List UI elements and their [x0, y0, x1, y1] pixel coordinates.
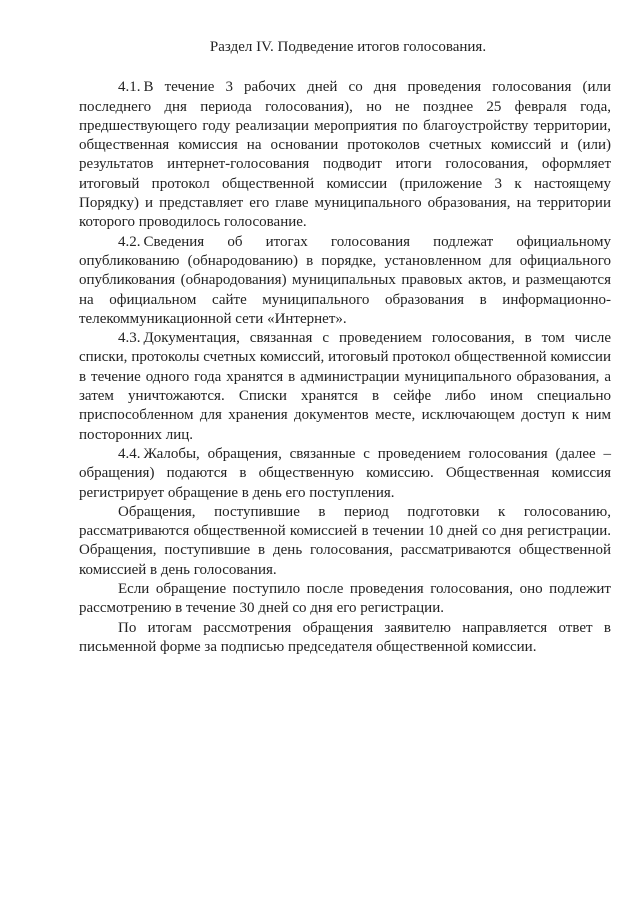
paragraph-text: Жалобы, обращения, связанные с проведением голосования (далее – обращения) подаются в общественную комиссию. Общественная комиссия регистрирует обращение в день его поступления. [79, 445, 611, 501]
paragraph-4-1 [79, 78, 611, 232]
paragraph-4-3 [79, 329, 611, 445]
paragraph-appeal-response [79, 619, 611, 658]
paragraph-text: В течение 3 рабочих дней со дня проведения голосования (или последнего дня периода голосования), но не позднее 25 февраля года, предшествующего году реализации мероприятия по благоустройству территории, общественная комиссия на основании протоколов счетных комиссий и (или) результатов интернет-голосования подводит итоги голосования, оформляет итоговый протокол общественной комиссии (приложение 3 к настоящему Порядку) и представляет его главе муниципального образования, на территории которого проводилось голосование. [79, 79, 611, 231]
paragraph-number: 4.3. [118, 330, 141, 347]
paragraph-number: 4.2. [118, 233, 141, 250]
paragraph-number: 4.4. [118, 445, 141, 462]
section-title: Раздел IV. Подведение итогов голосования. [209, 39, 487, 55]
paragraph-number: 4.1. [118, 79, 141, 96]
paragraph-4-4 [79, 445, 611, 503]
paragraph-late-appeals [79, 580, 611, 619]
paragraph-text: По итогам рассмотрения обращения заявителю направляется ответ в письменной форме за подписью председателя общественной комиссии. [79, 619, 611, 655]
document-body [79, 38, 611, 657]
paragraph-4-2 [79, 233, 611, 329]
paragraph-text: Сведения об итогах голосования подлежат официальному опубликованию (обнародованию) в порядке, установленном для официального опубликования (обнародования) муниципальных правовых актов, и размещаются на официальном сайте муниципального образования в информационно-телекоммуникационной сети «Интернет». [79, 233, 611, 327]
paragraph-appeals-review [79, 503, 611, 580]
paragraph-text: Документация, связанная с проведением голосования, в том числе списки, протоколы счетных комиссий, итоговый протокол общественной комиссии в течение одного года хранятся в администрации муниципального образования, а затем уничтожаются. Списки хранятся в сейфе либо ином специально приспособленном для хранения документов месте, исключающем доступ к ним посторонних лиц. [79, 330, 611, 443]
paragraph-text: Обращения, поступившие в период подготовки к голосованию, рассматриваются общественной комиссией в течении 10 дней со дня регистрации. Обращения, поступившие в день голосования, рассматриваются общественной комиссией в день голосования. [79, 503, 611, 578]
paragraph-text: Если обращение поступило после проведения голосования, оно подлежит рассмотрению в течение 30 дней со дня его регистрации. [79, 581, 611, 617]
